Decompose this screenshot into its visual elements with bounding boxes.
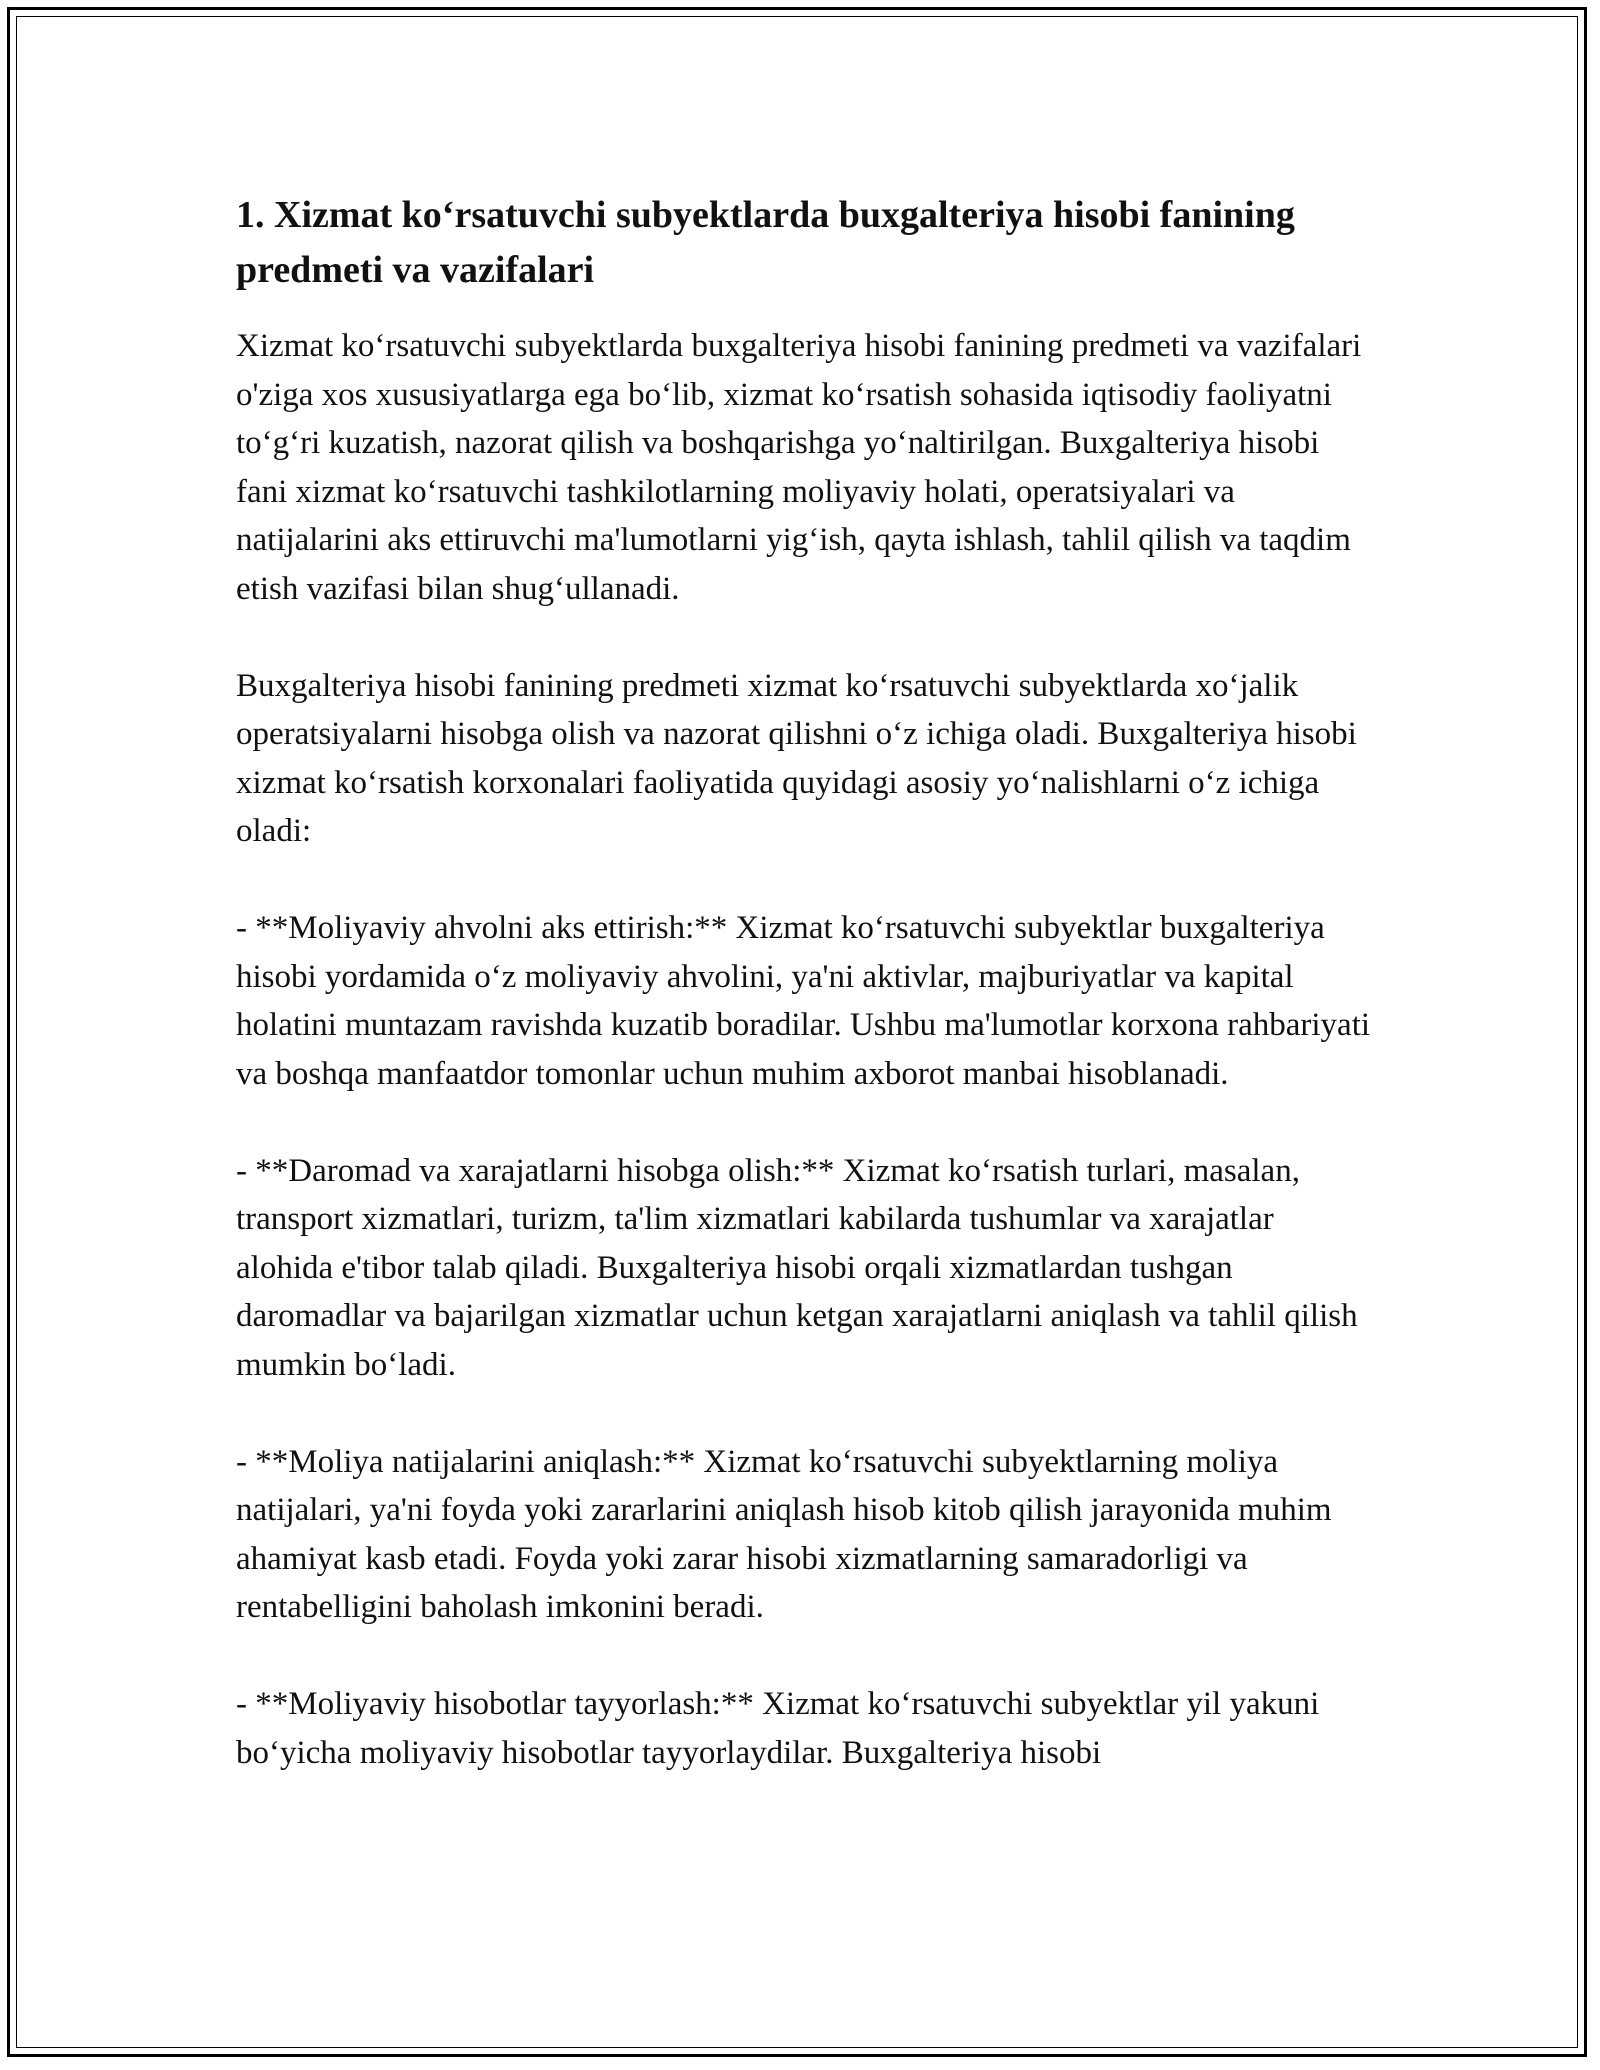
paragraph-subject: Buxgalteriya hisobi fanining predmeti xizmat koʻrsatuvchi subyektlarda xoʻjalik operatsiyalarni hisobga olish va nazorat qilishni oʻz ichiga oladi. Buxgalteriya hisobi xizmat koʻrsatish korxonalari faoliyatida quyidagi asosiy yoʻnalishlarni oʻz ichiga oladi:: [236, 667, 1357, 849]
list-item-income-expenses: - **Daromad va xarajatlarni hisobga olish:** Xizmat koʻrsatish turlari, masalan, transport xizmatlari, turizm, ta'lim xizmatlari kabilarda tushumlar va xarajatlar alohida e'tibor talab qiladi. Buxgalteriya hisobi orqali xizmatlardan tushgan daromadlar va bajarilgan xizmatlar uchun ketgan xarajatlarni aniqlash va tahlil qilish mumkin boʻladi.: [236, 1152, 1358, 1383]
list-item-financial-results: - **Moliya natijalarini aniqlash:** Xizmat koʻrsatuvchi subyektlarning moliya natijalari, ya'ni foyda yoki zararlarini aniqlash hisob kitob qilish jarayonida muhim ahamiyat kasb etadi. Foyda yoki zarar hisobi xizmatlarning samaradorligi va rentabelligini baholash imkonini beradi.: [236, 1443, 1332, 1625]
document-body: [236, 188, 1376, 1826]
list-item-financial-statements: - **Moliyaviy hisobotlar tayyorlash:** Xizmat koʻrsatuvchi subyektlar yil yakuni boʻyicha moliyaviy hisobotlar tayyorlaydilar. Buxgalteriya hisobi: [236, 1686, 1320, 1771]
section-title: 1. Xizmat koʻrsatuvchi subyektlarda buxgalteriya hisobi fanining predmeti va vazifalari: [236, 194, 1295, 291]
paragraph-intro: Xizmat koʻrsatuvchi subyektlarda buxgalteriya hisobi fanining predmeti va vazifalari o'ziga xos xususiyatlarga ega boʻlib, xizmat koʻrsatish sohasida iqtisodiy faoliyatni toʻgʻri kuzatish, nazorat qilish va boshqarishga yoʻnaltirilgan. Buxgalteriya hisobi fani xizmat koʻrsatuvchi tashkilotlarning moliyaviy holati, operatsiyalari va natijalarini aks ettiruvchi ma'lumotlarni yigʻish, qayta ishlash, tahlil qilish va taqdim etish vazifasi bilan shugʻullanadi.: [236, 328, 1362, 607]
list-item-financial-position: - **Moliyaviy ahvolni aks ettirish:** Xizmat koʻrsatuvchi subyektlar buxgalteriya hisobi yordamida oʻz moliyaviy ahvolini, ya'ni aktivlar, majburiyatlar va kapital holatini muntazam ravishda kuzatib boradilar. Ushbu ma'lumotlar korxona rahbariyati va boshqa manfaatdor tomonlar uchun muhim axborot manbai hisoblanadi.: [236, 910, 1371, 1092]
